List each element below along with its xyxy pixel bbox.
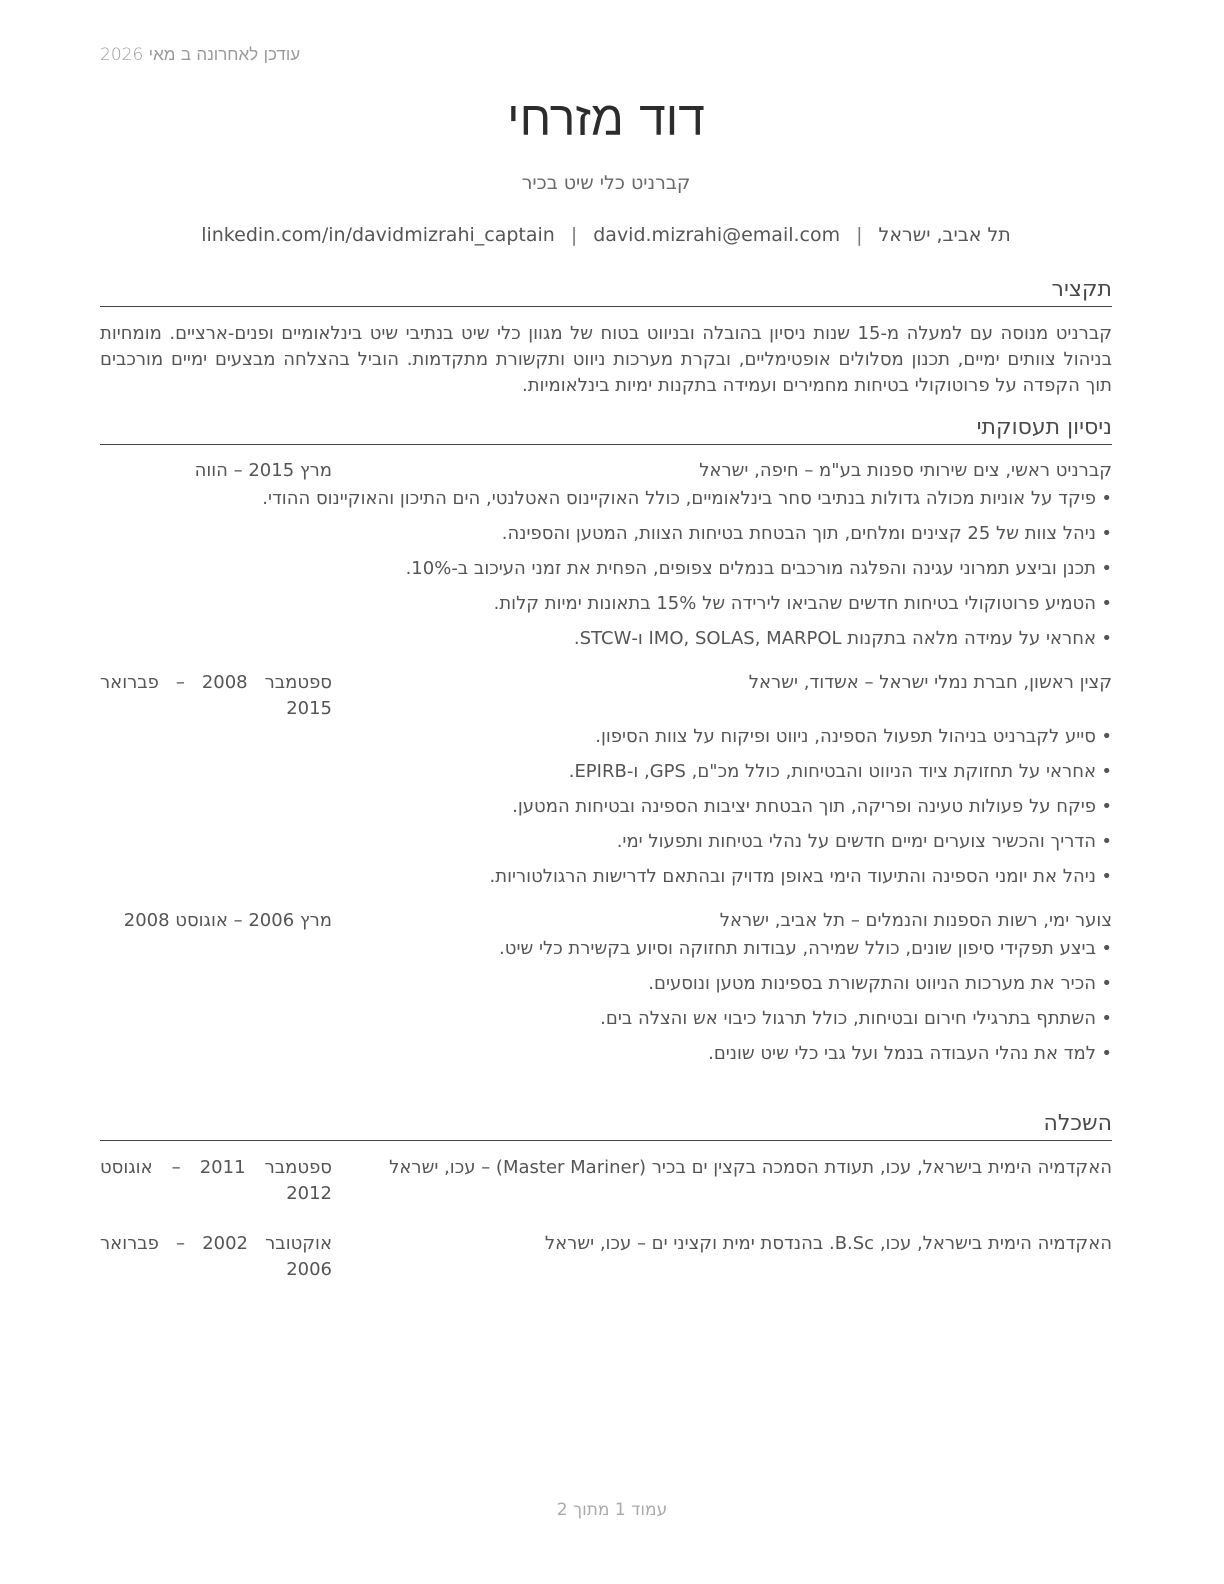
job-title: קברניט כלי שיט בכיר — [521, 172, 691, 194]
experience-section — [100, 414, 1112, 1076]
job-entry — [100, 458, 1112, 652]
job-bullet: • הדריך והכשיר צוערים ימיים חדשים על נהלי בטיחות ותפעול ימי. — [100, 829, 1112, 855]
contact-separator: | — [856, 224, 863, 246]
contact-email[interactable]: david.mizrahi@email.com — [593, 224, 841, 246]
job-entry — [100, 908, 1112, 1067]
job-bullets — [100, 724, 1112, 890]
contact-linkedin[interactable]: linkedin.com/in/davidmizrahi_captain — [201, 224, 555, 246]
job-entry-date: מרץ 2015 – הווה — [194, 460, 332, 481]
job-bullet: • השתתף בתרגילי חירום ובטיחות, כולל תרגול כיבוי אש והצלה בים. — [100, 1006, 1112, 1032]
education-entry — [100, 1231, 1112, 1283]
job-bullet: • אחראי על עמידה מלאה בתקנות IMO, SOLAS, MARPOL ו-STCW. — [100, 626, 1112, 652]
page-number: עמוד 1 מתוך 2 — [556, 1500, 668, 1520]
resume-header — [100, 92, 1112, 248]
education-entry — [100, 1155, 1112, 1207]
job-bullets — [100, 486, 1112, 652]
last-updated: עודכן לאחרונה ב מאי 2026 — [100, 45, 301, 65]
job-entry-title: צוער ימי, רשות הספנות והנמלים – תל אביב, ישראל — [719, 910, 1112, 931]
education-entry-title: האקדמיה הימית בישראל, עכו, B.Sc. בהנדסת ימית וקציני ים – עכו, ישראל — [544, 1233, 1112, 1254]
job-entry-date: מרץ 2006 – אוגוסט 2008 — [123, 910, 332, 931]
job-entry-title: קברניט ראשי, צים שירותי ספנות בע"מ – חיפה, ישראל — [699, 460, 1112, 481]
contact-line — [100, 222, 1112, 248]
job-entry-date: ספטמבר 2008 – פברואר 2015 — [100, 672, 332, 719]
education-section — [100, 1110, 1112, 1283]
education-heading: השכלה — [100, 1110, 1112, 1141]
job-bullet: • ביצע תפקידי סיפון שונים, כולל שמירה, עבודות תחזוקה וסיוע בקשירת כלי שיט. — [100, 936, 1112, 962]
job-bullet: • ניהל צוות של 25 קצינים ומלחים, תוך הבטחת בטיחות הצוות, המטען והספינה. — [100, 521, 1112, 547]
job-bullet: • למד את נהלי העבודה בנמל ועל גבי כלי שיט שונים. — [100, 1041, 1112, 1067]
summary-text: קברניט מנוסה עם למעלה מ-15 שנות ניסיון בהובלה ובניווט בטוח של מגוון כלי שיט בנתיבי שיט בינלאומיים ופנים-ארציים. מומחיות בניהול צוותים ימיים, תכנון מסלולים אופטימליים, ובקרת מערכות ניווט ותקשורת מתקדמות. הוביל בהצלחה מבצעים ימיים מורכבים תוך הקפדה על פרוטוקולי בטיחות מחמירים ועמידה בתקנות ימיות בינלאומיות. — [100, 323, 1112, 396]
education-entry-title: האקדמיה הימית בישראל, עכו, תעודת הסמכה בקצין ים בכיר (Master Mariner) – עכו, ישראל — [389, 1157, 1112, 1178]
full-name: דוד מזרחי — [507, 91, 705, 147]
summary-heading: תקציר — [100, 276, 1112, 307]
job-bullet: • הטמיע פרוטוקולי בטיחות חדשים שהביאו לירידה של 15% בתאונות ימיות קלות. — [100, 591, 1112, 617]
contact-separator: | — [570, 224, 578, 246]
job-bullets — [100, 936, 1112, 1067]
job-bullet: • הכיר את מערכות הניווט והתקשורת בספינות מטען ונוסעים. — [100, 971, 1112, 997]
job-bullet: • תכנן וביצע תמרוני עגינה והפלגה מורכבים בנמלים צפופים, הפחית את זמני העיכוב ב-10%. — [100, 556, 1112, 582]
job-bullet: • פיקח על פעולות טעינה ופריקה, תוך הבטחת יציבות הספינה ובטיחות המטען. — [100, 794, 1112, 820]
job-bullet: • ניהל את יומני הספינה והתיעוד הימי באופן מדויק ובהתאם לדרישות הרגולטוריות. — [100, 864, 1112, 890]
education-entry-date: אוקטובר 2002 – פברואר 2006 — [100, 1233, 332, 1280]
summary-section — [100, 276, 1112, 399]
job-bullet: • אחראי על תחזוקת ציוד הניווט והבטיחות, כולל מכ"ם, GPS, ו-EPIRB. — [100, 759, 1112, 785]
job-bullet: • פיקד על אוניות מכולה גדולות בנתיבי סחר בינלאומיים, כולל האוקיינוס האטלנטי, הים התיכון והאוקיינוס ההודי. — [100, 486, 1112, 512]
contact-location: תל אביב, ישראל — [878, 224, 1011, 246]
job-entry — [100, 670, 1112, 890]
experience-heading: ניסיון תעסוקתי — [100, 414, 1112, 445]
job-bullet: • סייע לקברניט בניהול תפעול הספינה, ניווט ופיקוח על צוות הסיפון. — [100, 724, 1112, 750]
job-entry-title: קצין ראשון, חברת נמלי ישראל – אשדוד, ישראל — [748, 672, 1112, 693]
education-entry-date: ספטמבר 2011 – אוגוסט 2012 — [100, 1157, 332, 1204]
